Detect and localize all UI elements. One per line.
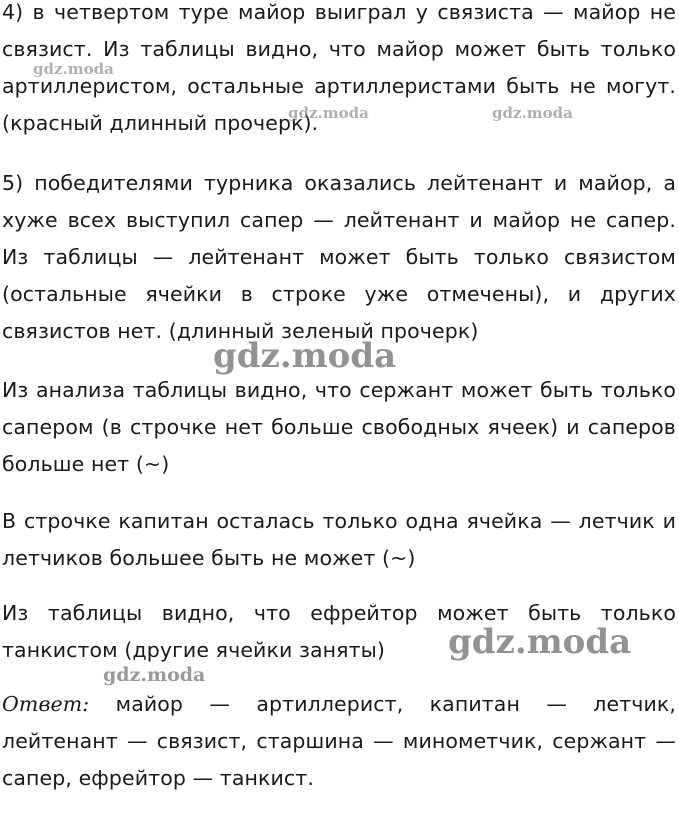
- watermark-logo: gdz.moda: [492, 104, 573, 122]
- watermark-logo: gdz.moda: [288, 104, 369, 122]
- watermark-logo: gdz.moda: [103, 664, 206, 686]
- paragraph-step-4: 4) в четвертом туре майор выиграл у связиста — майор не связист. Из таблицы видно, что майор может быть только артиллеристом, остальные артиллеристами быть не могут. (красный длинный прочерк).: [2, 0, 676, 135]
- paragraph-step-5: 5) победителями турника оказались лейтенант и майор, а хуже всех выступил сапер — лейтенант и майор не сапер. Из таблицы — лейтенант может быть только связистом (остальные ячейки в строке уже отмечены), и других связистов нет. (длинный зеленый прочерк): [2, 171, 676, 343]
- watermark-logo: gdz.moda: [213, 336, 397, 376]
- paragraph-sergeant: Из анализа таблицы видно, что сержант может быть только сапером (в строчке нет больше свободных ячеек) и саперов больше нет (~): [2, 378, 676, 476]
- answer-label: Ответ:: [2, 692, 90, 716]
- watermark-logo: gdz.moda: [33, 60, 114, 78]
- answer-paragraph: [2, 686, 676, 797]
- answer-text: майор — артиллерист, капитан — летчик, лейтенант — связист, старшина — минометчик, сержант — сапер, ефрейтор — танкист.: [2, 692, 676, 790]
- paragraph-corporal: Из таблицы видно, что ефрейтор может быть только танкистом (другие ячейки заняты): [2, 601, 676, 662]
- watermark-logo: gdz.moda: [448, 622, 632, 662]
- paragraph-captain: В строчке капитан осталась только одна ячейка — летчик и летчиков большее быть не может (~): [2, 509, 676, 570]
